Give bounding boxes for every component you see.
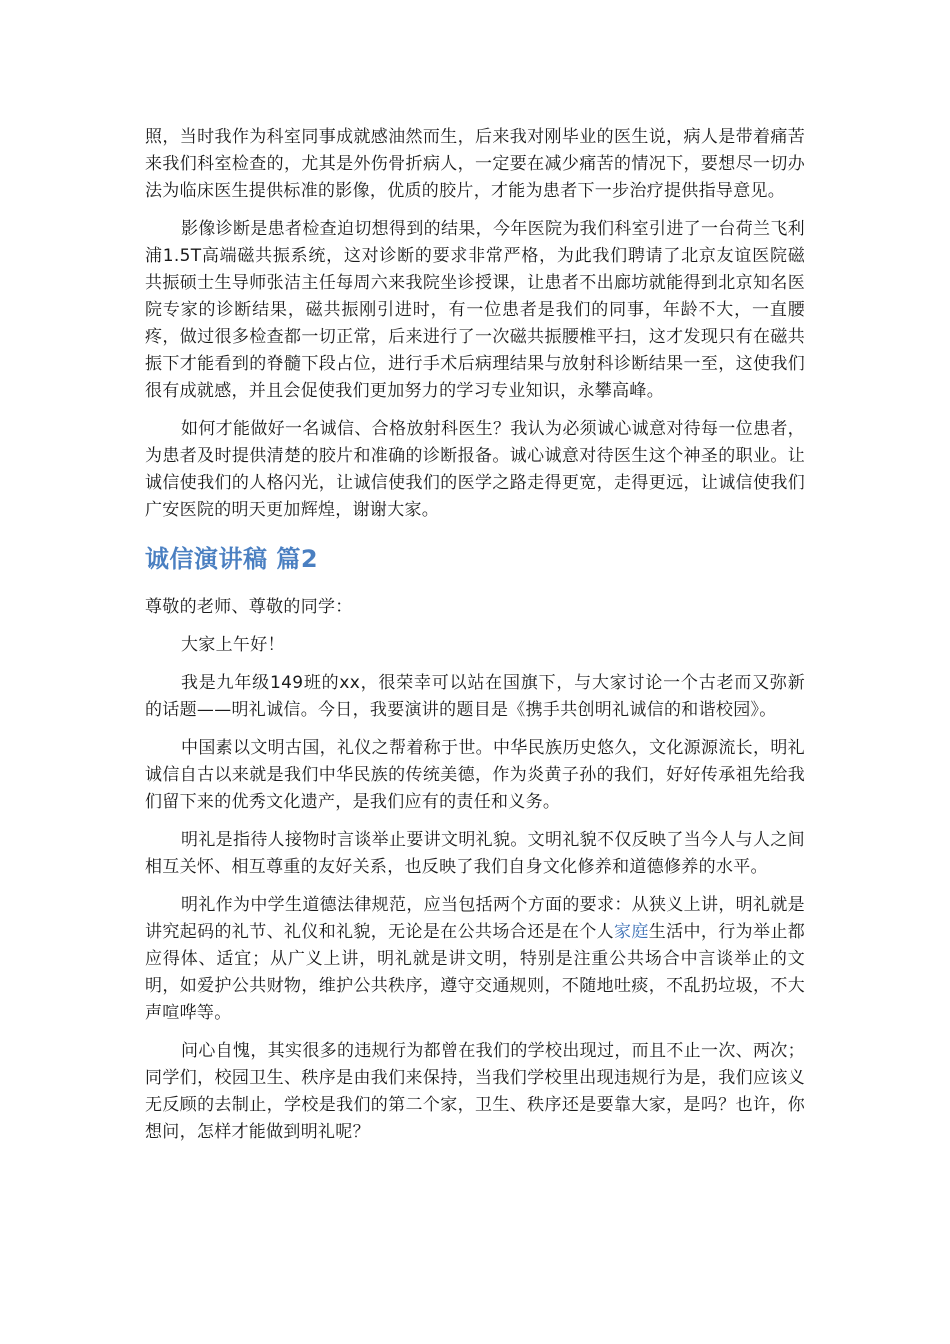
- salutation: 尊敬的老师、尊敬的同学：: [145, 597, 353, 617]
- paragraph-norms-before: 明礼作为中学生道德法律规范，应当包括两个方面的要求：从狭义上讲，明礼就是讲究起码的礼节、礼仪和礼貌，无论是在公共场合还是在个人: [145, 895, 805, 942]
- paragraph-intro: 我是九年级149班的xx，很荣幸可以站在国旗下，与大家讨论一个古老而又弥新的话题——明礼诚信。今日，我要演讲的题目是《携手共创明礼诚信的和谐校园》。: [145, 673, 805, 720]
- paragraph-courtesy: 明礼是指待人接物时言谈举止要讲文明礼貌。文明礼貌不仅反映了当今人与人之间相互关怀、相互尊重的友好关系，也反映了我们自身文化修养和道德修养的水平。: [145, 830, 805, 877]
- paragraph-norms-after: 生活中，行为举止都应得体、适宜；从广义上讲，明礼就是讲文明，特别是注重公共场合中言谈举止的文明，如爱护公共财物，维护公共秩序，遵守交通规则，不随地吐痰，不乱扔垃圾，不大声喧哗等。: [145, 922, 805, 1023]
- document-body: [145, 124, 805, 1157]
- section-heading: 诚信演讲稿 篇2: [145, 545, 319, 573]
- paragraph-reflection: 问心自愧，其实很多的违规行为都曾在我们的学校出现过，而且不止一次、两次；同学们，校园卫生、秩序是由我们来保持，当我们学校里出现违规行为是，我们应该义无反顾的去制止，学校是我们的第二个家，卫生、秩序还是要靠大家，是吗？也许，你想问，怎样才能做到明礼呢？: [145, 1041, 805, 1142]
- paragraph-norms: [145, 892, 805, 1027]
- paragraph-integrity-doctor: 如何才能做好一名诚信、合格放射科医生？我认为必须诚心诚意对待每一位患者，为患者及时提供清楚的胶片和准确的诊断报备。诚心诚意对待医生这个神圣的职业。让诚信使我们的人格闪光，让诚信使我们的医学之路走得更宽，走得更远，让诚信使我们广安医院的明天更加辉煌，谢谢大家。: [145, 419, 805, 520]
- paragraph-imaging: 影像诊断是患者检查迫切想得到的结果，今年医院为我们科室引进了一台荷兰飞利浦1.5T高端磁共振系统，这对诊断的要求非常严格，为此我们聘请了北京友谊医院磁共振硕士生导师张洁主任每周六来我院坐诊授课，让患者不出廊坊就能得到北京知名医院专家的诊断结果，磁共振刚引进时，有一位患者是我们的同事，年龄不大，一直腰疼，做过很多检查都一切正常，后来进行了一次磁共振腰椎平扫，这才发现只有在磁共振下才能看到的脊髓下段占位，进行手术后病理结果与放射科诊断结果一至，这使我们很有成就感，并且会促使我们更加努力的学习专业知识，永攀高峰。: [145, 219, 805, 401]
- paragraph-continued: 照，当时我作为科室同事成就感油然而生，后来我对刚毕业的医生说，病人是带着痛苦来我们科室检查的，尤其是外伤骨折病人，一定要在减少痛苦的情况下，要想尽一切办法为临床医生提供标准的影像，优质的胶片，才能为患者下一步治疗提供指导意见。: [145, 127, 805, 201]
- paragraph-culture: 中国素以文明古国，礼仪之帮着称于世。中华民族历史悠久，文化源源流长，明礼诚信自古以来就是我们中华民族的传统美德，作为炎黄子孙的我们，好好传承祖先给我们留下来的优秀文化遗产，是我们应有的责任和义务。: [145, 738, 805, 812]
- family-link[interactable]: 家庭: [613, 922, 649, 942]
- greeting: 大家上午好！: [181, 635, 285, 655]
